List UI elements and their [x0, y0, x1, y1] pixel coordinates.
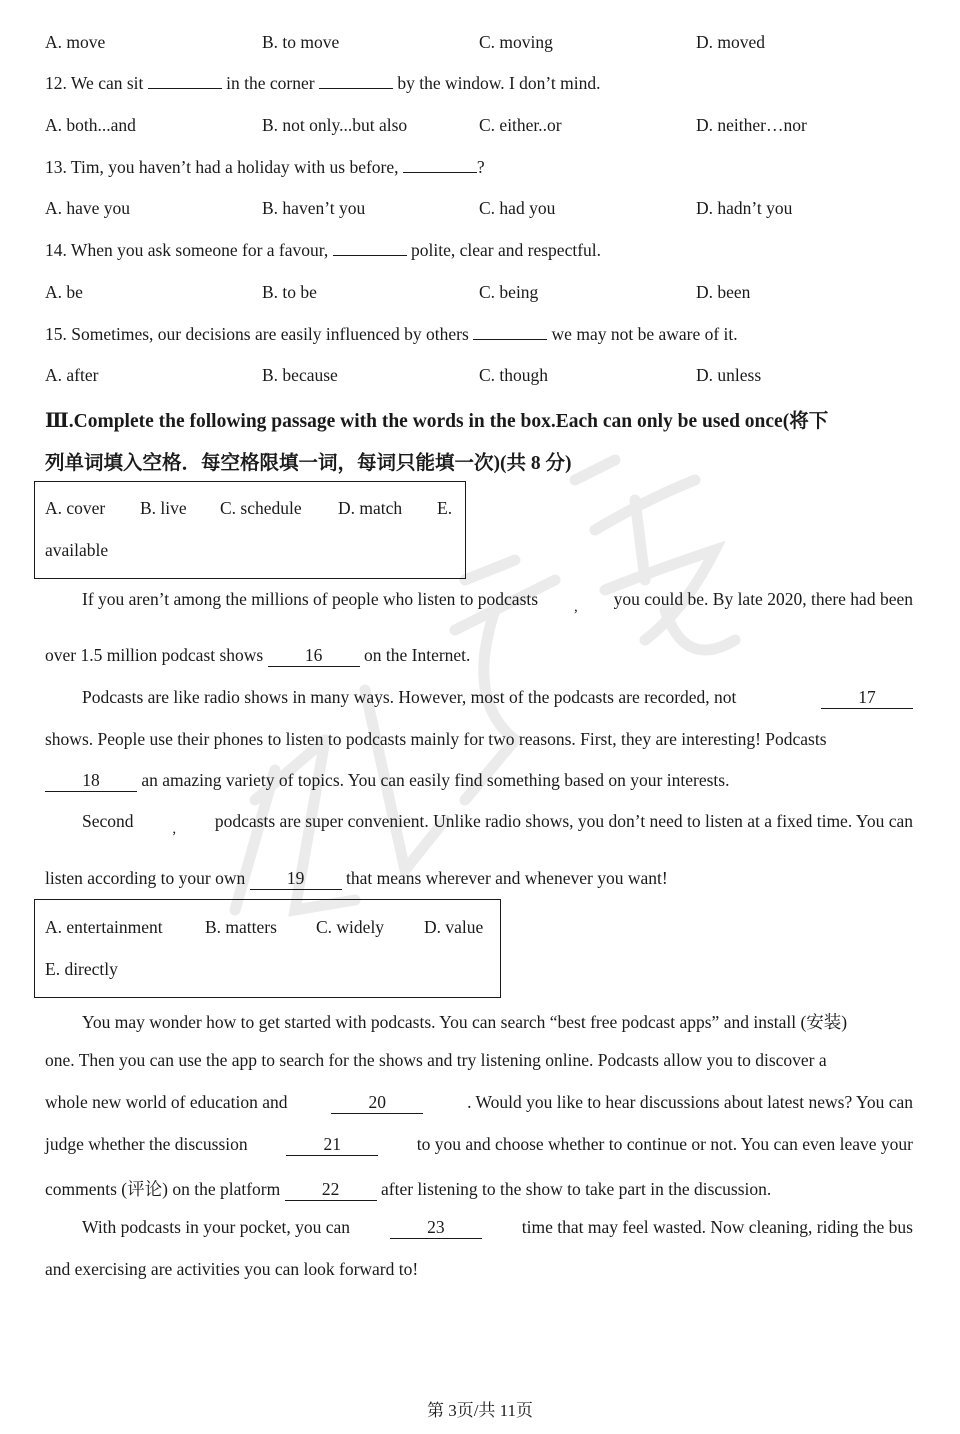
question-14: [45, 240, 601, 261]
question-12-mid: in the corner: [226, 73, 315, 93]
blank-16: 16: [268, 645, 360, 667]
paragraph-2-line-3: [45, 770, 729, 792]
q14-option-b: B. to be: [262, 282, 317, 302]
paragraph-1-line-2: [45, 645, 470, 667]
p5-text-c: and exercising are activities you can look forward to!: [45, 1259, 419, 1279]
answer-blank: [319, 74, 393, 89]
word-box-1-option-d: D. match: [338, 498, 403, 518]
p1-text-a: If you aren’t among the millions of people who listen to podcasts: [82, 589, 539, 609]
p1-text-b: you could be. By late 2020, there had been: [613, 589, 913, 609]
p3-text-c: listen according to your own: [45, 868, 246, 888]
p4-text-h: after listening to the show to take part in the discussion.: [380, 1179, 772, 1199]
word-box-2: [34, 899, 501, 998]
q12-option-b: B. not only...but also: [262, 115, 408, 135]
paragraph-5-line-1: [82, 1217, 913, 1239]
word-box-2-option-d: D. value: [424, 917, 484, 937]
p2-text-b: shows. People use their phones to listen to podcasts mainly for two reasons. First, they are interesting! Podcasts: [45, 729, 827, 749]
p4-text-g: comments (评论) on the platform: [45, 1179, 281, 1199]
p2-text-a: Podcasts are like radio shows in many ways. However, most of the podcasts are recorded, not: [82, 687, 737, 707]
answer-blank: [148, 74, 222, 89]
word-box-1-option-c: C. schedule: [220, 498, 302, 518]
paragraph-4-line-2: [45, 1050, 913, 1071]
word-box-1-option-a: A. cover: [45, 498, 106, 518]
paragraph-3-line-2: [45, 868, 668, 890]
paragraph-3-line-1: [82, 811, 913, 837]
q13-option-d: D. hadn’t you: [696, 198, 793, 218]
word-box-1-option-e-wrap: available: [45, 540, 109, 560]
blank-22: 22: [285, 1179, 377, 1201]
q13-option-c: C. had you: [479, 198, 556, 218]
question-12-end: by the window. I don’t mind.: [397, 73, 601, 93]
section-heading-line1: Ⅲ.Complete the following passage with the words in the box.Each can only be used once(将下: [45, 411, 829, 432]
blank-23: 23: [390, 1217, 482, 1239]
blank-20: 20: [331, 1092, 423, 1114]
q13-option-b: B. haven’t you: [262, 198, 366, 218]
question-13-text: 13. Tim, you haven’t had a holiday with us before,: [45, 157, 399, 177]
paragraph-4-line-5: [45, 1176, 771, 1201]
question-13-end: ?: [476, 157, 485, 177]
q11-option-b: B. to move: [262, 32, 340, 52]
q12-option-d: D. neither…nor: [696, 115, 807, 135]
q15-option-a: A. after: [45, 365, 99, 385]
paragraph-5-line-2: [45, 1259, 418, 1280]
paragraph-1-line-1: [82, 589, 913, 615]
answer-blank: [403, 158, 477, 173]
p4-text-c: whole new world of education and: [45, 1092, 288, 1112]
word-box-1-option-b: B. live: [140, 498, 187, 518]
q15-option-d: D. unless: [696, 365, 762, 385]
q13-option-a: A. have you: [45, 198, 131, 218]
q11-option-a: A. move: [45, 32, 106, 52]
paragraph-2-line-1: [82, 687, 913, 709]
question-12: [45, 73, 601, 94]
section-heading-line2: 列单词填入空格．每空格限填一词，每词只能填一次)(共 8 分): [45, 453, 572, 474]
question-14-end: polite, clear and respectful.: [411, 240, 602, 260]
question-15-end: we may not be aware of it.: [551, 324, 738, 344]
p4-text-a: You may wonder how to get started with podcasts. You can search “best free podcast apps” and install (安装): [82, 1012, 848, 1032]
q12-option-a: A. both...and: [45, 115, 136, 135]
q14-option-c: C. being: [479, 282, 539, 302]
p2-text-c: an amazing variety of topics. You can easily find something based on your interests.: [141, 770, 730, 790]
q11-option-d: D. moved: [696, 32, 766, 52]
question-12-text: 12. We can sit: [45, 73, 144, 93]
p3-text-d: that means wherever and whenever you want!: [345, 868, 668, 888]
question-15-text: 15. Sometimes, our decisions are easily influenced by others: [45, 324, 469, 344]
blank-19: 19: [250, 868, 342, 890]
paragraph-2-line-2: [45, 729, 913, 750]
q14-option-a: A. be: [45, 282, 83, 302]
answer-blank: [333, 241, 407, 256]
question-13: [45, 157, 485, 178]
word-box-2-option-b: B. matters: [205, 917, 277, 937]
p3-text-a: Second: [82, 811, 134, 831]
word-box-2-option-e: E. directly: [45, 959, 118, 979]
word-box-1: [34, 481, 466, 579]
p5-text-a: With podcasts in your pocket, you can: [82, 1217, 351, 1237]
paragraph-4-line-1: [82, 1009, 913, 1034]
q15-option-b: B. because: [262, 365, 338, 385]
p4-text-f: to you and choose whether to continue or not. You can even leave your: [416, 1134, 913, 1154]
p4-text-b: one. Then you can use the app to search for the shows and try listening online. Podcasts allow you to discover a: [45, 1050, 827, 1070]
question-14-text: 14. When you ask someone for a favour,: [45, 240, 329, 260]
question-15: [45, 324, 738, 345]
paragraph-4-line-3: [45, 1092, 913, 1114]
word-box-2-option-c: C. widely: [316, 917, 385, 937]
p1-comma: ,: [573, 599, 578, 615]
word-box-1-option-e: E.: [437, 498, 453, 518]
p3-text-b: podcasts are super convenient. Unlike radio shows, you don’t need to listen at a fixed time. You can: [214, 811, 913, 831]
p4-text-d: . Would you like to hear discussions about latest news? You can: [467, 1092, 913, 1112]
p1-text-c: over 1.5 million podcast shows: [45, 645, 264, 665]
blank-17: 17: [821, 687, 913, 709]
page-number-footer: 第 3页/共 11页: [426, 1401, 534, 1420]
q15-option-c: C. though: [479, 365, 549, 385]
p4-text-e: judge whether the discussion: [45, 1134, 248, 1154]
q12-option-c: C. either..or: [479, 115, 562, 135]
blank-18: 18: [45, 770, 137, 792]
blank-21: 21: [286, 1134, 378, 1156]
q11-option-c: C. moving: [479, 32, 553, 52]
p5-text-b: time that may feel wasted. Now cleaning, riding the bus: [521, 1217, 913, 1237]
answer-blank: [473, 325, 547, 340]
word-box-2-option-a: A. entertainment: [45, 917, 163, 937]
p3-comma: ,: [172, 821, 177, 837]
q14-option-d: D. been: [696, 282, 751, 302]
p1-text-d: on the Internet.: [364, 645, 471, 665]
paragraph-4-line-4: [45, 1134, 913, 1156]
